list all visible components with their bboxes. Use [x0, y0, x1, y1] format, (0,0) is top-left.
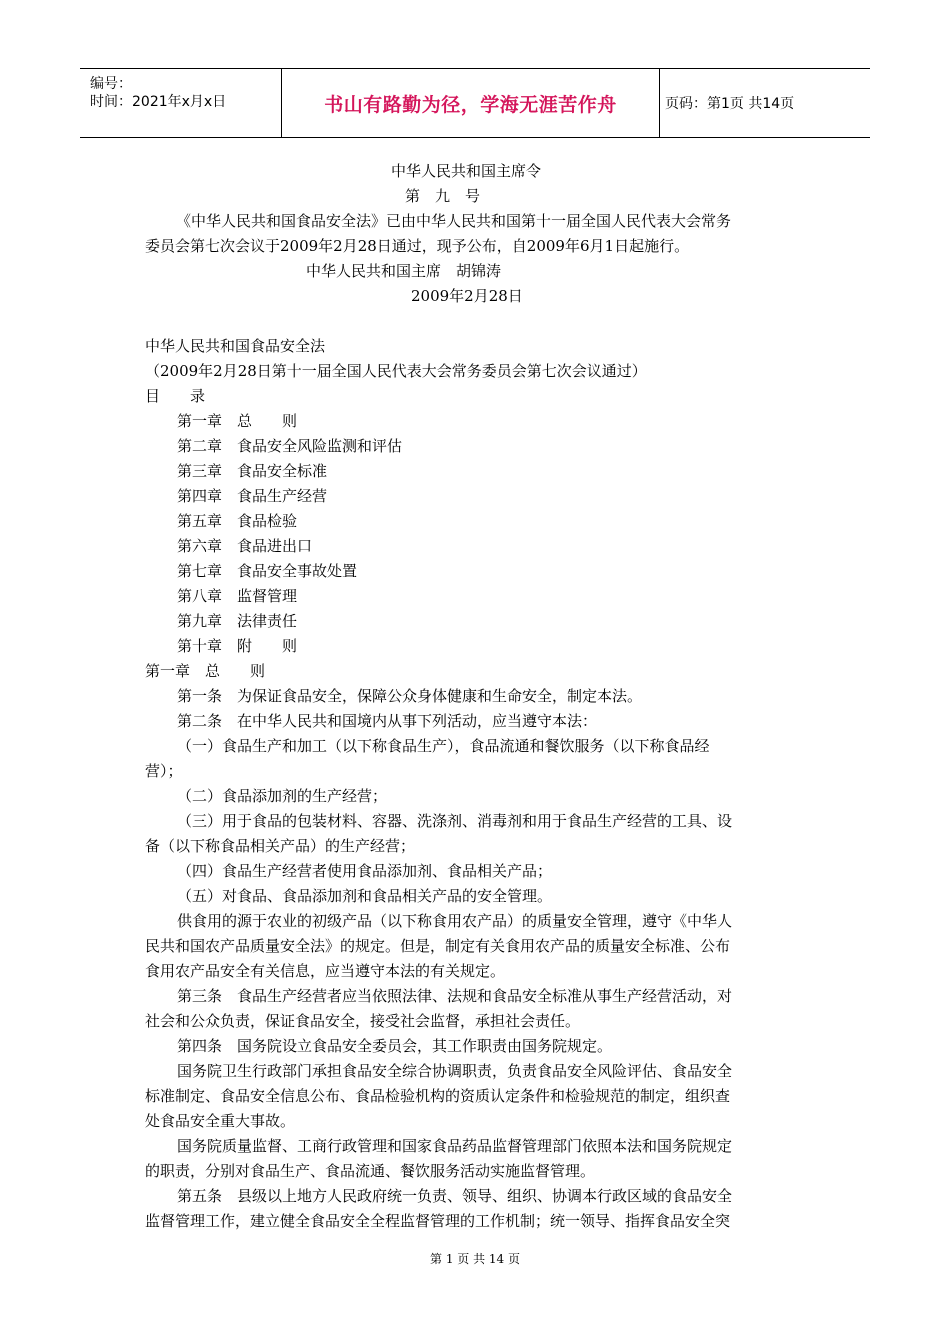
article-line: 国务院卫生行政部门承担食品安全综合协调职责，负责食品安全风险评估、食品安全 — [177, 1062, 733, 1080]
header-page-info: 页码：第1页 共14页 — [665, 96, 795, 112]
header-table — [80, 68, 870, 138]
article-line: 第一条 为保证食品安全，保障公众身体健康和生命安全，制定本法。 — [177, 687, 643, 705]
article-line: 第五条 县级以上地方人民政府统一负责、领导、组织、协调本行政区域的食品安全 — [177, 1187, 733, 1205]
article-line: 第三条 食品生产经营者应当依照法律、法规和食品安全标准从事生产经营活动，对 — [177, 987, 733, 1005]
toc-heading: 目 录 — [145, 387, 206, 405]
law-title: 中华人民共和国食品安全法 — [145, 337, 326, 355]
article-line: 民共和国农产品质量安全法》的规定。但是，制定有关食用农产品的质量安全标准、公布 — [145, 937, 731, 955]
toc-item: 第一章 总 则 — [177, 412, 298, 430]
article-line: 第四条 国务院设立食品安全委员会，其工作职责由国务院规定。 — [177, 1037, 613, 1055]
paragraph-line: 《中华人民共和国食品安全法》已由中华人民共和国第十一届全国人民代表大会常务 — [176, 212, 732, 230]
decree-number: 第 九 号 — [405, 187, 481, 205]
toc-item: 第八章 监督管理 — [177, 587, 298, 605]
toc-item: 第十章 附 则 — [177, 637, 298, 655]
article-line: 处食品安全重大事故。 — [145, 1112, 296, 1130]
article-line: 的职责，分别对食品生产、食品流通、餐饮服务活动实施监督管理。 — [145, 1162, 596, 1180]
header-meta — [80, 69, 281, 137]
article-line: 营）； — [145, 762, 183, 780]
law-adoption-note: （2009年2月28日第十一届全国人民代表大会常务委员会第七次会议通过） — [145, 362, 647, 380]
paragraph-line: 委员会第七次会议于2009年2月28日通过，现予公布，自2009年6月1日起施行。 — [145, 237, 690, 255]
page-footer: 第 1 页 共 14 页 — [430, 1252, 520, 1266]
decree-title: 中华人民共和国主席令 — [391, 162, 542, 180]
signature-line: 中华人民共和国主席 胡锦涛 — [306, 262, 502, 280]
signature-date: 2009年2月28日 — [411, 287, 523, 305]
article-line: 食用农产品安全有关信息，应当遵守本法的有关规定。 — [145, 962, 506, 980]
article-line: （四）食品生产经营者使用食品添加剂、食品相关产品； — [177, 862, 553, 880]
toc-item: 第三章 食品安全标准 — [177, 462, 328, 480]
document-number-label: 编号： — [90, 76, 132, 92]
article-line: 第二条 在中华人民共和国境内从事下列活动，应当遵守本法： — [177, 712, 598, 730]
toc-item: 第五章 食品检验 — [177, 512, 298, 530]
toc-item: 第六章 食品进出口 — [177, 537, 313, 555]
article-line: 社会和公众负责，保证食品安全，接受社会监督，承担社会责任。 — [145, 1012, 581, 1030]
header-divider — [659, 69, 660, 137]
article-line: 国务院质量监督、工商行政管理和国家食品药品监督管理部门依照本法和国务院规定 — [177, 1137, 733, 1155]
article-line: （三）用于食品的包装材料、容器、洗涤剂、消毒剂和用于食品生产经营的工具、设 — [177, 812, 733, 830]
document-time-label: 时间：2021年x月x日 — [90, 94, 227, 110]
header-motto: 书山有路勤为径，学海无涯苦作舟 — [324, 93, 617, 116]
article-line: 监督管理工作，建立健全食品安全全程监督管理的工作机制；统一领导、指挥食品安全突 — [145, 1212, 731, 1230]
toc-item: 第二章 食品安全风险监测和评估 — [177, 437, 403, 455]
toc-item: 第九章 法律责任 — [177, 612, 298, 630]
article-line: 标准制定、食品安全信息公布、食品检验机构的资质认定条件和检验规范的制定，组织查 — [145, 1087, 731, 1105]
toc-item: 第七章 食品安全事故处置 — [177, 562, 358, 580]
article-line: 供食用的源于农业的初级产品（以下称食用农产品）的质量安全管理，遵守《中华人 — [177, 912, 733, 930]
chapter-heading: 第一章 总 则 — [145, 662, 266, 680]
article-line: 备（以下称食品相关产品）的生产经营； — [145, 837, 416, 855]
toc-item: 第四章 食品生产经营 — [177, 487, 328, 505]
article-line: （五）对食品、食品添加剂和食品相关产品的安全管理。 — [177, 887, 553, 905]
article-line: （一）食品生产和加工（以下称食品生产），食品流通和餐饮服务（以下称食品经 — [177, 737, 710, 755]
article-line: （二）食品添加剂的生产经营； — [177, 787, 388, 805]
